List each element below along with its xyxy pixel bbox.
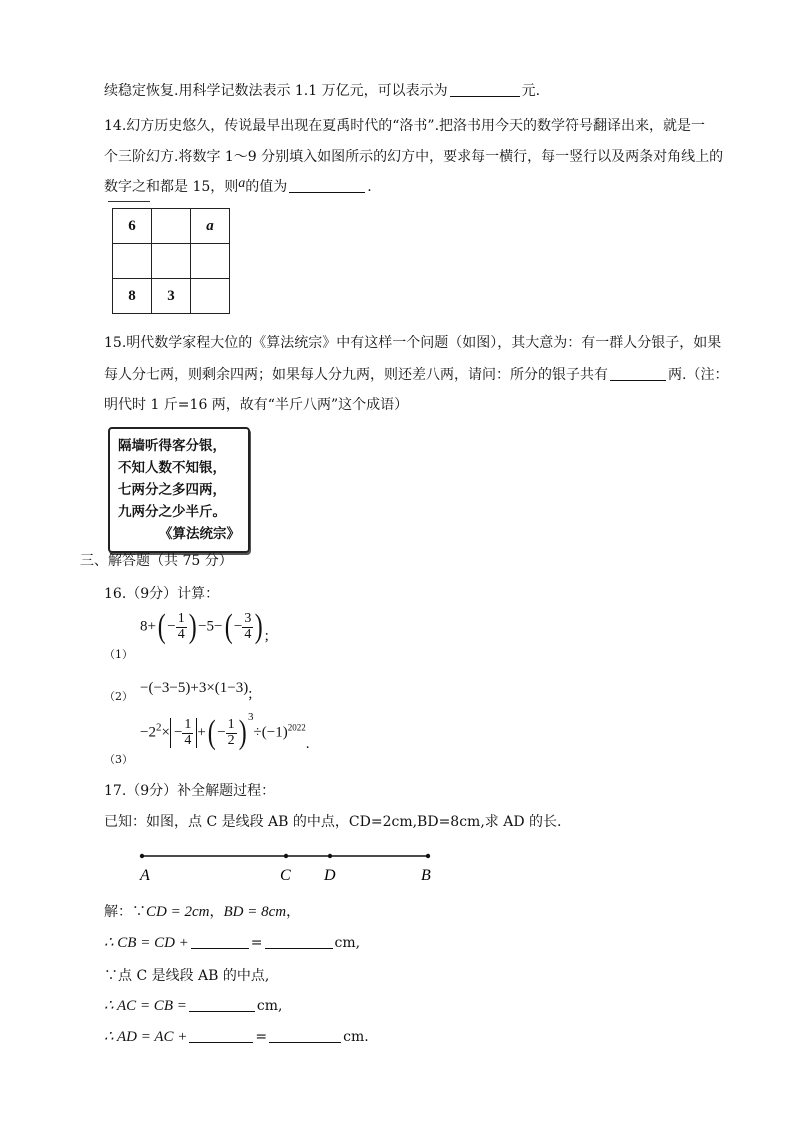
blank-cb-value[interactable]	[265, 934, 333, 949]
magic-cell	[191, 244, 230, 279]
q17-given: 已知：如图，点 C 是线段 AB 的中点，CD=2cm,BD=8cm,求 AD 的长.	[104, 814, 562, 830]
q15-line1: 15.明代数学家程大位的《算法统宗》中有这样一个问题（如图），其大意为：有一群人分银子，如果	[104, 335, 722, 351]
poem-line: 隔墙听得客分银，	[118, 438, 226, 454]
poem-line: 七两分之多四两，	[118, 482, 226, 498]
point-d-label: D	[324, 867, 336, 884]
q13-unit: 元.	[521, 83, 541, 99]
point-c-label: C	[280, 867, 291, 884]
q13-text: 续稳定恢复.用科学记数法表示 1.1 万亿元，可以表示为	[104, 83, 448, 99]
q13-tail-line	[104, 80, 540, 100]
q15-answer-blank[interactable]	[610, 366, 666, 381]
divider-rule	[108, 201, 150, 202]
magic-cell	[113, 244, 152, 279]
absolute-value: − $\frac{1}{4}$	[170, 718, 197, 748]
q17-step4: ∴ AC = CB = cm,	[104, 998, 283, 1014]
q16-expr2: −(−3−5)+3×(1−3);	[140, 680, 253, 702]
q16-expr3: $-2^2\times$ − $\frac{1}{4}$ +( − $\frac{1}{2}$ ) $^3\div(-1)^{2022}$.	[140, 711, 310, 753]
q14-answer-blank[interactable]	[289, 178, 365, 193]
q14-line2: 个三阶幻方.将数字 1～9 分别填入如图所示的幻方中，要求每一横行，每一竖行以及两条对角线上的	[104, 149, 724, 165]
blank-ac-value[interactable]	[189, 997, 255, 1012]
blank-ad-term[interactable]	[189, 1028, 253, 1043]
point-b-label: B	[421, 867, 431, 884]
q17-step3: ∵点 C 是线段 AB 的中点,	[104, 968, 270, 984]
q15-line3: 明代时 1 斤=16 两，故有“半斤八两”这个成语）	[104, 397, 409, 413]
point-d-dot	[328, 854, 332, 858]
magic-cell: a	[191, 209, 230, 244]
q15-line2: 每人分七两，则剩余四两；如果每人分九两，则还差八两，请问：所分的银子共有 两.（注：	[104, 367, 729, 383]
fraction: $\frac{3}{4}$	[244, 610, 252, 642]
point-a-label: A	[140, 867, 150, 884]
q16-p3-label: （3）	[104, 753, 133, 766]
fraction: $\frac{1}{4}$	[177, 610, 185, 642]
q16-expr1: 8+( − $\frac{1}{4}$ ) −5−( − $\frac{3}{4}$ ) ;	[140, 608, 269, 645]
section-title: 三、解答题（共 75 分）	[80, 553, 233, 569]
q17-step2: ∴ CB = CD + = cm,	[104, 935, 361, 951]
magic-cell: 8	[113, 279, 152, 314]
blank-cb-term[interactable]	[191, 934, 249, 949]
poem-line: 九两分之少半斤。	[118, 504, 226, 520]
q17-step5: ∴ AD = AC + = cm.	[104, 1029, 369, 1045]
poem-box	[108, 427, 250, 553]
q16-title: 16.（9分）计算：	[104, 586, 220, 602]
segment-figure	[130, 846, 450, 886]
poem-line: 不知人数不知银，	[118, 460, 226, 476]
magic-cell: 3	[152, 279, 191, 314]
q14-line1: 14.幻方历史悠久，传说最早出现在夏禹时代的“洛书”.把洛书用今天的数学符号翻译出来，就是一	[104, 118, 706, 134]
point-a-dot	[140, 854, 144, 858]
magic-cell	[152, 209, 191, 244]
q16-p1-label: （1）	[104, 648, 133, 661]
fraction: $\frac{1}{2}$	[227, 716, 235, 748]
q13-answer-blank[interactable]	[450, 82, 520, 97]
q17-title: 17.（9分）补全解题过程：	[104, 783, 276, 799]
magic-cell	[191, 279, 230, 314]
q16-p2-label: （2）	[104, 690, 133, 703]
magic-cell: 6	[113, 209, 152, 244]
magic-cell	[152, 244, 191, 279]
fraction: $\frac{1}{4}$	[184, 716, 192, 748]
blank-ad-value[interactable]	[269, 1028, 341, 1043]
poem-source: 《算法统宗》	[159, 526, 240, 542]
q17-step1: 解：∵CD = 2cm，BD = 8cm，	[104, 904, 301, 920]
magic-square	[112, 208, 230, 314]
point-c-dot	[284, 854, 288, 858]
point-b-dot	[426, 854, 430, 858]
var-a: a	[238, 176, 246, 191]
q14-line3: 数字之和都是 15，则a的值为 .	[104, 176, 372, 195]
